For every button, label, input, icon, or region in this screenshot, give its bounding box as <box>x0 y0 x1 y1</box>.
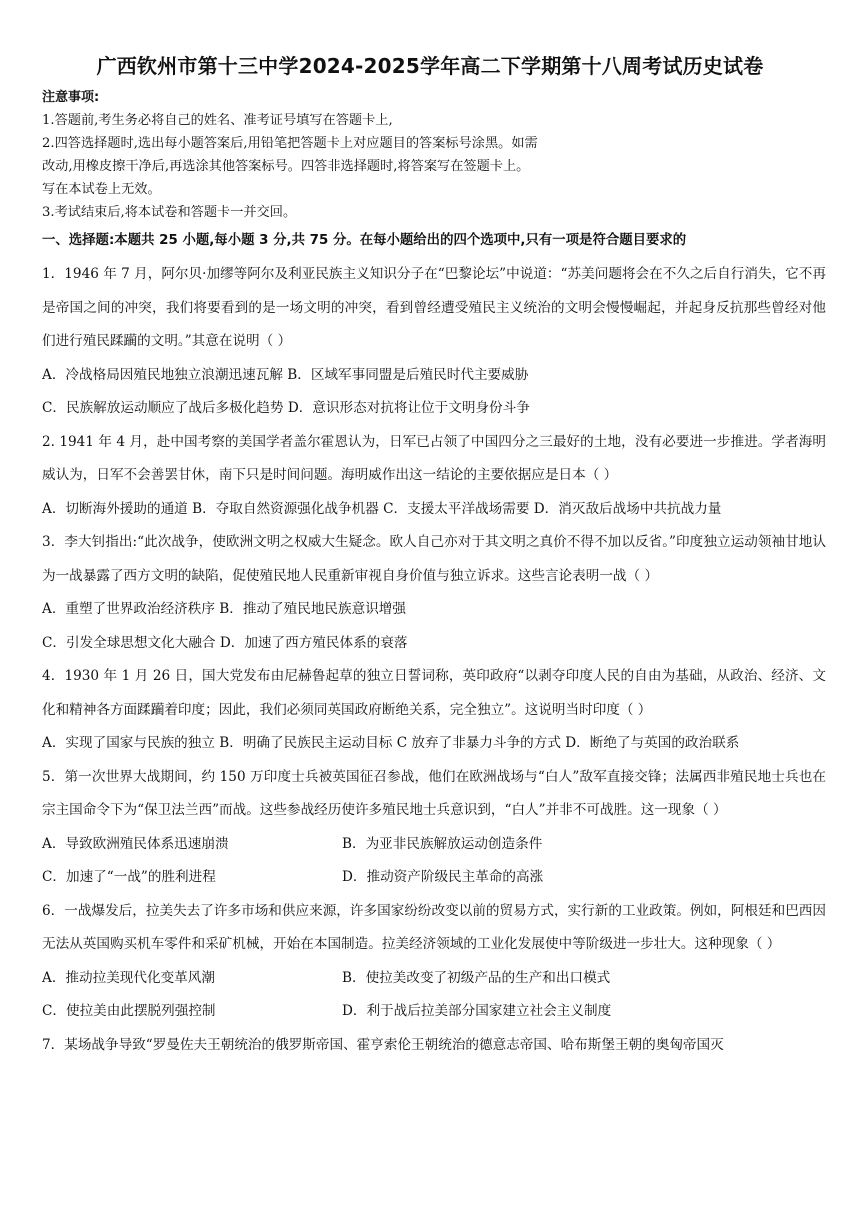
question-2 <box>42 426 826 527</box>
question-7 <box>42 1029 826 1063</box>
question-4 <box>42 660 826 761</box>
notice-line: 1.答题前,考生务必将自己的姓名、准考证号填写在答题卡上, <box>42 113 393 128</box>
option: C．使拉美由此摆脱列强控制 <box>42 1003 216 1019</box>
question-stem: 3．李大钊指出:“此次战争，使欧洲文明之权威大生疑念。欧人自己亦对于其文明之真价不得不加以反省。”印度独立运动领袖甘地认为一战暴露了西方文明的缺陷，促使殖民地人民重新审视自身价值与独立诉求。这些言论表明一战（ ） <box>42 534 826 584</box>
question-stem: 2. 1941 年 4 月，赴中国考察的美国学者盖尔霍恩认为，日军已占领了中国四分之三最好的土地，没有必要进一步推进。学者海明威认为，日军不会善罢甘休，南下只是时间问题。海明威作出这一结论的主要依据应是日本（ ） <box>42 433 826 483</box>
option: D．推动资产阶级民主革命的高涨 <box>342 869 544 885</box>
question-stem: 1．1946 年 7 月，阿尔贝·加缪等阿尔及利亚民族主义知识分子在“巴黎论坛”中说道：“苏美问题将会在不久之后自行消失，它不再是帝国之间的冲突，我们将要看到的是一场文明的冲突，看到曾经遭受殖民主义统治的文明会慢慢崛起，并起身反抗那些曾经对他们进行殖民蹂躏的文明。”其意在说明（ ） <box>42 266 826 349</box>
option: D．利于战后拉美部分国家建立社会主义制度 <box>342 1003 612 1019</box>
notice-line: 2.四答选择题时,选出每小题答案后,用铅笔把答题卡上对应题目的答案标号涂黑。如需 <box>42 136 538 151</box>
notice-line: 3.考试结束后,将本试卷和答题卡一并交回。 <box>42 205 297 220</box>
option-row <box>42 828 826 862</box>
question-6 <box>42 895 826 1029</box>
option-row <box>42 995 826 1029</box>
question-stem: 5．第一次世界大战期间，约 150 万印度士兵被英国征召参战，他们在欧洲战场与“白人”敌军直接交锋；法属西非殖民地士兵也在宗主国命令下为“保卫法兰西”而战。这些参战经历使许多殖民地士兵意识到，“白人”并非不可战胜。这一现象（ ） <box>42 768 826 818</box>
question-stem: 4．1930 年 1 月 26 日，国大党发布由尼赫鲁起草的独立日誓词称，英印政府“以剥夺印度人民的自由为基础，从政治、经济、文化和精神各方面蹂躏着印度；因此，我们必须同英国政府断绝关系，完全独立”。这说明当时印度（ ） <box>42 668 826 718</box>
notice-block <box>42 86 832 224</box>
option-line: A．重塑了世界政治经济秩序 B．推动了殖民地民族意识增强 <box>42 601 406 617</box>
option-line: A．冷战格局因殖民地独立浪潮迅速瓦解 B．区域军事同盟是后殖民时代主要威胁 <box>42 366 529 383</box>
question-stem: 7．某场战争导致“罗曼佐夫王朝统治的俄罗斯帝国、霍亨索伦王朝统治的德意志帝国、哈布斯堡王朝的奥匈帝国灭 <box>42 1036 724 1053</box>
option-row <box>42 861 826 895</box>
exam-title: 广西钦州市第十三中学2024-2025学年高二下学期第十八周考试历史试卷 <box>96 54 764 78</box>
notice-line: 写在本试卷上无效。 <box>42 182 161 197</box>
option: A．推动拉美现代化变革风潮 <box>42 969 215 986</box>
question-stem: 6．一战爆发后，拉美失去了许多市场和供应来源，许多国家纷纷改变以前的贸易方式，实行新的工业政策。例如，阿根廷和巴西因无法从英国购买机车零件和采矿机械，开始在本国制造。拉美经济领域的工业化发展使中等阶级进一步壮大。这种现象（ ） <box>42 902 826 952</box>
section-heading: 一、选择题:本题共 25 小题,每小题 3 分,共 75 分。在每小题给出的四个选项中,只有一项是符合题目要求的 <box>42 233 687 248</box>
question-list <box>42 258 826 1062</box>
option: C．加速了“一战”的胜利进程 <box>42 869 216 885</box>
notice-heading: 注意事项: <box>42 90 100 105</box>
question-3 <box>42 526 826 660</box>
option: A．导致欧洲殖民体系迅速崩溃 <box>42 835 229 852</box>
option-line: C．引发全球思想文化大融合 D．加速了西方殖民体系的衰落 <box>42 634 408 651</box>
option: B．使拉美改变了初级产品的生产和出口模式 <box>342 969 611 986</box>
option: B．为亚非民族解放运动创造条件 <box>342 835 543 852</box>
question-5 <box>42 761 826 895</box>
option-line: C．民族解放运动顺应了战后多极化趋势 D．意识形态对抗将让位于文明身份斗争 <box>42 400 530 416</box>
option-row <box>42 962 826 996</box>
option-line: A．实现了国家与民族的独立 B．明确了民族民主运动目标 C 放弃了非暴力斗争的方式 D．断绝了与英国的政治联系 <box>42 735 740 751</box>
question-1 <box>42 258 826 426</box>
option-line: A．切断海外援助的通道 B．夺取自然资源强化战争机器 C．支援太平洋战场需要 D．消灭敌后战场中共抗战力量 <box>42 500 722 517</box>
notice-line: 改动,用橡皮擦干净后,再选涂其他答案标号。四答非选择题时,将答案写在签题卡上。 <box>42 159 530 174</box>
